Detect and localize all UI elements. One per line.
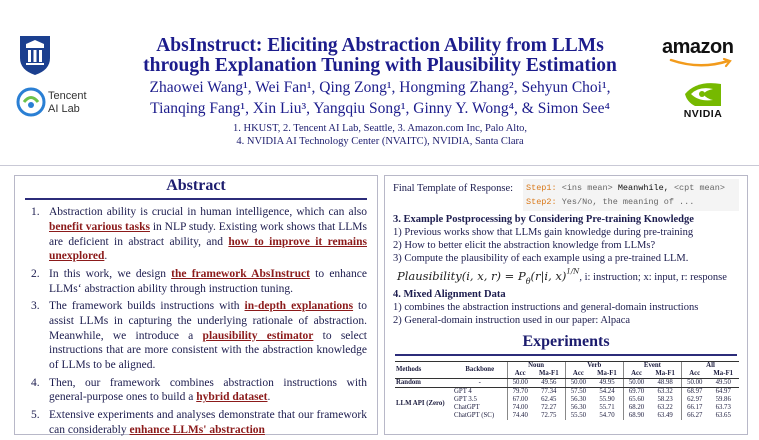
- cell-value: 63.65: [715, 412, 731, 419]
- abstract-highlight: benefit various tasks: [49, 220, 150, 233]
- header-group: All: [682, 362, 739, 371]
- abstract-highlight: the framework AbsInstruct: [171, 267, 310, 280]
- cell-value: 56.30: [565, 396, 591, 404]
- header-group: Event: [623, 362, 681, 371]
- cell-value: 63.73: [715, 404, 731, 411]
- authors-line-1: Zhaowei Wang¹, Wei Fan¹, Qing Zong¹, Hongming Zhang², Sehyun Choi¹,: [149, 79, 611, 96]
- cell-value: 77.34: [541, 388, 557, 395]
- step-1-label: Step1:: [526, 183, 557, 193]
- abstract-heading: Abstract: [166, 177, 226, 194]
- cell-value: 50.00: [682, 379, 708, 388]
- cell-value: 50.00: [623, 379, 649, 388]
- row-backbone: ChatGPT (SC): [454, 412, 495, 419]
- abstract-text: Extensive experiments and analyses demonstrate that our framework can considerably: [49, 408, 367, 436]
- experiments-heading: Experiments: [522, 333, 610, 350]
- poster-title-line-1: AbsInstruct: Eliciting Abstraction Ability from LLMs: [156, 35, 604, 56]
- template-code-box: [523, 179, 739, 211]
- header-metric: Ma-F1: [591, 370, 623, 379]
- abstract-text: to assist LLMs in capturing the underlying rationale of abstraction. Meanwhile, we introduce a: [49, 299, 368, 342]
- cell-value: 74.40: [507, 412, 533, 420]
- cell-value: 48.98: [649, 379, 681, 388]
- abstract-text: in NLP study. Existing work shows that LLMs are deficient in abstract ability, and: [49, 220, 368, 248]
- cell-value: 49.50: [707, 379, 739, 388]
- template-step-1: [526, 182, 725, 195]
- header-divider: [0, 165, 759, 166]
- abstract-text: .: [104, 250, 108, 263]
- abstract-item-number: 5.: [31, 408, 40, 421]
- abstract-text: In this work, we design: [49, 267, 172, 280]
- amazon-logo-text: amazon: [662, 36, 734, 58]
- poster-header: [0, 0, 759, 172]
- section-3-item: 2) How to better elicit the abstraction knowledge from LLMs?: [393, 240, 656, 251]
- abstract-text: Then, our framework combines abstraction instructions with general-purpose ones to build a: [49, 376, 367, 404]
- step-2-code: Yes/No, the meaning of ...: [556, 197, 695, 207]
- abstract-highlight: plausibility estimator: [202, 329, 314, 342]
- step-1-end: <cpt mean>: [668, 183, 725, 193]
- formula-note: , i: instruction; x: input, r: response: [579, 272, 727, 283]
- section-4-title: 4. Mixed Alignment Data: [393, 289, 506, 300]
- tencent-ai-lab-logo: [14, 86, 98, 120]
- section-3-title: 3. Example Postprocessing by Considering Pre-training Knowledge: [393, 214, 694, 225]
- abstract-item: [27, 205, 367, 264]
- results-table: [395, 361, 739, 420]
- abstract-item-number: 3.: [31, 299, 40, 312]
- table-row: [395, 379, 739, 388]
- cell-value: 63.49: [657, 412, 673, 419]
- abstract-item: [27, 299, 367, 373]
- row-method: LLM API (Zero): [396, 400, 445, 407]
- cell-value: 72.75: [541, 412, 557, 419]
- abstract-item: [27, 408, 367, 438]
- template-label: Final Template of Response:: [393, 183, 514, 194]
- cell-value: 50.00: [565, 379, 591, 388]
- header-metric: Ma-F1: [649, 370, 681, 379]
- abstract-highlight: hybrid dataset: [196, 391, 268, 404]
- abstract-item-number: 2.: [31, 267, 40, 280]
- method-experiments-panel: [384, 175, 748, 435]
- header-group: Verb: [565, 362, 623, 371]
- affiliations-line-1: 1. HKUST, 2. Tencent AI Lab, Seattle, 3. Amazon.com Inc, Palo Alto,: [233, 123, 527, 134]
- header-metric: Acc: [507, 370, 533, 379]
- cell-value: 58.23: [657, 396, 673, 403]
- header-metric: Ma-F1: [707, 370, 739, 379]
- cell-value: 65.60: [623, 396, 649, 404]
- abstract-item-number: 1.: [31, 206, 40, 218]
- section-3-item: 3) Compute the plausibility of each example using a pre-trained LLM.: [393, 253, 689, 264]
- ai-lab-logo-text: AI Lab: [48, 103, 80, 115]
- header-backbone: Backbone: [453, 362, 507, 379]
- row-method: Random: [395, 379, 453, 388]
- step-2-label: Step2:: [526, 197, 557, 207]
- cell-value: 55.50: [565, 412, 591, 420]
- formula-subscript: θ: [525, 277, 531, 287]
- cell-value: 74.00: [507, 404, 533, 412]
- abstract-text: to enhance LLMs‘ abstraction ability through instruction tuning.: [49, 267, 367, 295]
- cell-value: 72.27: [541, 404, 557, 411]
- header-metric: Acc: [623, 370, 649, 379]
- formula-lhs: Plausibility(i, x, r) = P: [397, 269, 526, 283]
- section-3-item: 1) Previous works show that LLMs gain knowledge during pre-training: [393, 227, 694, 238]
- row-backbone: -: [453, 379, 507, 388]
- cell-value: 68.20: [623, 404, 649, 412]
- abstract-item: [27, 376, 367, 406]
- cell-value: 49.56: [533, 379, 565, 388]
- tencent-logo-text: Tencent: [48, 90, 87, 102]
- cell-value: 54.24: [599, 388, 615, 395]
- abstract-panel: [14, 175, 378, 435]
- cell-value: 63.22: [657, 404, 673, 411]
- abstract-highlight: enhance LLMs' abstraction: [129, 423, 265, 436]
- row-backbone: GPT 3.5: [454, 396, 477, 403]
- amazon-logo: [662, 36, 742, 66]
- cell-value: 68.97: [682, 388, 708, 397]
- abstract-heading-rule: [25, 198, 367, 200]
- cell-value: 63.32: [657, 388, 673, 395]
- formula-superscript: 1/N: [566, 267, 580, 276]
- nvidia-logo: [672, 80, 734, 122]
- affiliations-line-2: 4. NVIDIA AI Technology Center (NVAITC), NVIDIA, Santa Clara: [236, 136, 524, 147]
- cell-value: 62.97: [682, 396, 708, 404]
- experiments-heading-rule: [395, 354, 737, 356]
- plausibility-formula: [397, 267, 727, 286]
- abstract-item-number: 4.: [31, 376, 40, 389]
- cell-value: 56.30: [565, 404, 591, 412]
- cell-value: 55.71: [599, 404, 615, 411]
- cell-value: 50.00: [507, 379, 533, 388]
- step-1-mid: Meanwhile,: [612, 183, 669, 193]
- cell-value: 79.70: [507, 388, 533, 397]
- cell-value: 59.86: [715, 396, 731, 403]
- header-metric: Ma-F1: [533, 370, 565, 379]
- abstract-highlight: in-depth explanations: [244, 299, 354, 312]
- abstract-list: [27, 205, 367, 440]
- authors-line-2: Tianqing Fang¹, Xin Liu³, Yangqiu Song¹, Ginny Y. Wong⁴, & Simon See⁴: [150, 100, 610, 117]
- cell-value: 57.50: [565, 388, 591, 397]
- formula-mid: (r|i, x): [530, 269, 567, 283]
- cell-value: 54.70: [599, 412, 615, 419]
- cell-value: 55.90: [599, 396, 615, 403]
- nvidia-logo-text: NVIDIA: [683, 108, 723, 120]
- cell-value: 66.27: [682, 412, 708, 420]
- header-metric: Acc: [565, 370, 591, 379]
- hkust-logo: [18, 34, 52, 76]
- header-metric: Acc: [682, 370, 708, 379]
- abstract-text: The framework builds instructions with: [49, 299, 245, 312]
- abstract-highlight: how to improve it remains unexplored: [49, 235, 367, 263]
- header-group: Noun: [507, 362, 565, 371]
- row-backbone: GPT 4: [454, 388, 472, 395]
- table-header-row: [395, 362, 739, 371]
- header-methods: Methods: [395, 362, 453, 379]
- abstract-text: .: [267, 391, 271, 404]
- abstract-text: Abstraction ability is crucial in human intelligence, which can also: [49, 206, 367, 218]
- cell-value: 64.97: [715, 388, 731, 395]
- abstract-text: to select instructions that are more consistent with the abstraction knowledge of LLMs to be aligned.: [49, 329, 368, 372]
- cell-value: 66.17: [682, 404, 708, 412]
- cell-value: 67.00: [507, 396, 533, 404]
- cell-value: 49.95: [591, 379, 623, 388]
- template-step-2: [526, 196, 694, 209]
- cell-value: 62.45: [541, 396, 557, 403]
- section-4-item: 2) General-domain instruction used in our paper: Alpaca: [393, 315, 631, 326]
- abstract-item: [27, 267, 367, 297]
- cell-value: 68.90: [623, 412, 649, 420]
- poster-title-line-2: through Explanation Tuning with Plausibility Estimation: [143, 55, 617, 76]
- table-row: [395, 388, 739, 397]
- step-1-code: <ins mean>: [561, 183, 613, 193]
- row-backbone: ChatGPT: [454, 404, 480, 411]
- section-4-item: 1) combines the abstraction instructions and general-domain instructions: [393, 302, 699, 313]
- cell-value: 69.70: [623, 388, 649, 397]
